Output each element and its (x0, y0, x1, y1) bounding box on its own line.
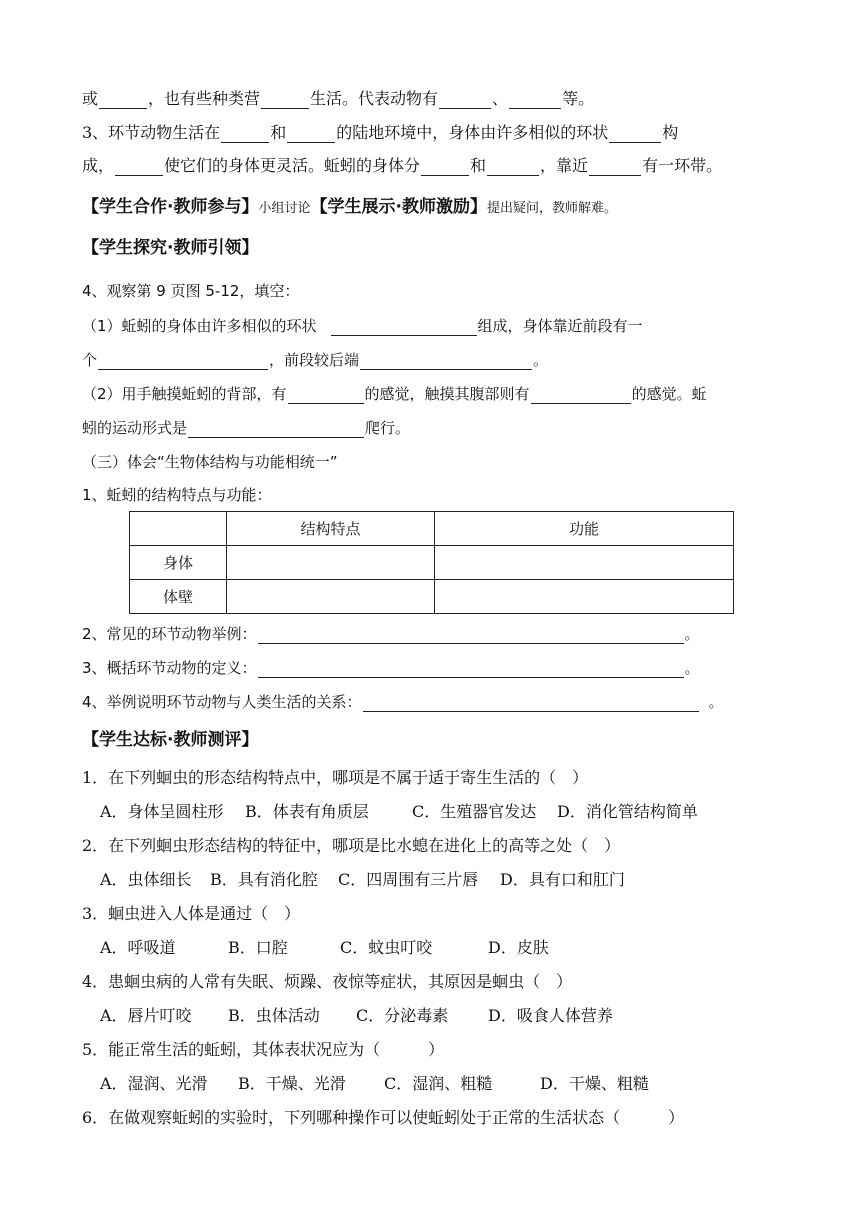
structure-function-table (129, 511, 734, 614)
cooperation-line: 【学生合作·教师参与】小组讨论【学生展示·教师激励】提出疑问，教师解难。 (82, 197, 617, 217)
fill-blank[interactable] (331, 319, 477, 336)
option-a[interactable]: A．湿润、光滑 (100, 1074, 208, 1093)
fill-blank[interactable] (531, 387, 631, 404)
section-3-title: （三）体会“生物体结构与功能相统一” (82, 453, 338, 471)
mcq-options (100, 1074, 649, 1094)
fill-blank[interactable] (421, 159, 469, 176)
option-c[interactable]: C．蚊虫叮咬 (340, 938, 433, 957)
table-header: 功能 (435, 512, 734, 546)
fill-blank[interactable] (258, 661, 684, 678)
option-a[interactable]: A．身体呈圆柱形 (100, 802, 224, 821)
item-4: 4、举例说明环节动物与人类生活的关系： 。 (82, 693, 724, 711)
table-row-label: 身体 (130, 546, 227, 580)
table-cell[interactable] (435, 580, 734, 614)
fill-blank[interactable] (360, 353, 532, 370)
fill-blank[interactable] (439, 92, 491, 109)
fill-blank[interactable] (609, 126, 661, 143)
mcq-question: 4．患蛔虫病的人常有失眠、烦躁、夜惊等症状，其原因是蛔虫（ ） (82, 972, 573, 991)
table-row-label: 体壁 (130, 580, 227, 614)
line-1: 或 ，也有些种类营 生活。代表动物有 、 等。 (82, 89, 595, 108)
option-c[interactable]: C．生殖器官发达 (412, 802, 537, 821)
fill-blank[interactable] (221, 126, 269, 143)
item-2: 2、常见的环节动物举例： 。 (82, 625, 700, 643)
fill-blank[interactable] (288, 387, 364, 404)
option-a[interactable]: A．唇片叮咬 (100, 1006, 192, 1025)
mcq-options (100, 802, 698, 822)
table-cell[interactable] (435, 546, 734, 580)
fill-blank[interactable] (115, 159, 163, 176)
item-1: 1、蚯蚓的结构特点与功能： (82, 486, 272, 504)
option-b[interactable]: B．口腔 (228, 938, 288, 957)
option-d[interactable]: D．干燥、粗糙 (540, 1074, 649, 1093)
explore-header: 【学生探究·教师引领】 (82, 238, 259, 258)
mcq-question: 6．在做观察蚯蚓的实验时，下列哪种操作可以使蚯蚓处于正常的生活状态（ ） (82, 1108, 685, 1127)
fill-blank[interactable] (261, 92, 309, 109)
fill-blank[interactable] (188, 421, 364, 438)
line-2: 3、环节动物生活在 和 的陆地环境中，身体由许多相似的环状 构 (82, 123, 679, 142)
table-header: 结构特点 (227, 512, 435, 546)
fill-blank[interactable] (258, 627, 684, 644)
mcq-question: 2．在下列蛔虫形态结构的特征中，哪项是比水螅在进化上的高等之处（ ） (82, 836, 621, 855)
table-cell[interactable] (227, 546, 435, 580)
question-4-2: （2）用手触摸蚯蚓的背部，有 的感觉，触摸其腹部则有 的感觉。蚯 (82, 385, 707, 403)
mcq-options (100, 870, 625, 890)
item-3: 3、概括环节动物的定义： 。 (82, 659, 700, 677)
fill-blank[interactable] (589, 159, 641, 176)
mcq-question: 3．蛔虫进入人体是通过（ ） (82, 904, 301, 923)
option-b[interactable]: B．具有消化腔 (210, 870, 318, 889)
question-4-2b: 蚓的运动形式是 爬行。 (82, 419, 411, 437)
line-3: 成， 使它们的身体更灵活。蚯蚓的身体分 和 ，靠近 有一环带。 (82, 156, 723, 175)
option-b[interactable]: B．干燥、光滑 (238, 1074, 346, 1093)
table-corner-cell (130, 512, 227, 546)
question-4-1b: 个 ，前段较后端 。 (82, 351, 549, 369)
option-b[interactable]: B．体表有角质层 (245, 802, 369, 821)
option-a[interactable]: A．虫体细长 (100, 870, 192, 889)
fill-blank[interactable] (287, 126, 335, 143)
fill-blank[interactable] (487, 159, 539, 176)
question-4-1: （1）蚯蚓的身体由许多相似的环状 组成，身体靠近前段有一 (82, 317, 643, 335)
mcq-options (100, 1006, 613, 1026)
fill-blank[interactable] (99, 92, 147, 109)
mcq-question: 5．能正常生活的蚯蚓，其体表状况应为（ ） (82, 1040, 445, 1059)
question-4: 4、观察第 9 页图 5-12，填空： (82, 282, 300, 300)
fill-blank[interactable] (509, 92, 561, 109)
fill-blank[interactable] (98, 353, 268, 370)
option-d[interactable]: D．皮肤 (488, 938, 549, 957)
section-header: 【学生展示·教师激励】 (310, 197, 487, 217)
section-header: 【学生合作·教师参与】 (82, 197, 259, 217)
mcq-question: 1．在下列蛔虫的形态结构特点中，哪项是不属于适于寄生生活的（ ） (82, 768, 589, 787)
option-d[interactable]: D．吸食人体营养 (488, 1006, 613, 1025)
option-c[interactable]: C．湿润、粗糙 (384, 1074, 493, 1093)
option-a[interactable]: A．呼吸道 (100, 938, 176, 957)
option-c[interactable]: C．分泌毒素 (356, 1006, 449, 1025)
option-b[interactable]: B．虫体活动 (228, 1006, 320, 1025)
option-d[interactable]: D．消化管结构简单 (557, 802, 698, 821)
fill-blank[interactable] (363, 695, 699, 712)
option-d[interactable]: D．具有口和肛门 (500, 870, 625, 889)
table-cell[interactable] (227, 580, 435, 614)
option-c[interactable]: C．四周围有三片唇 (338, 870, 479, 889)
mcq-options (100, 938, 549, 958)
eval-header: 【学生达标·教师测评】 (82, 730, 259, 750)
